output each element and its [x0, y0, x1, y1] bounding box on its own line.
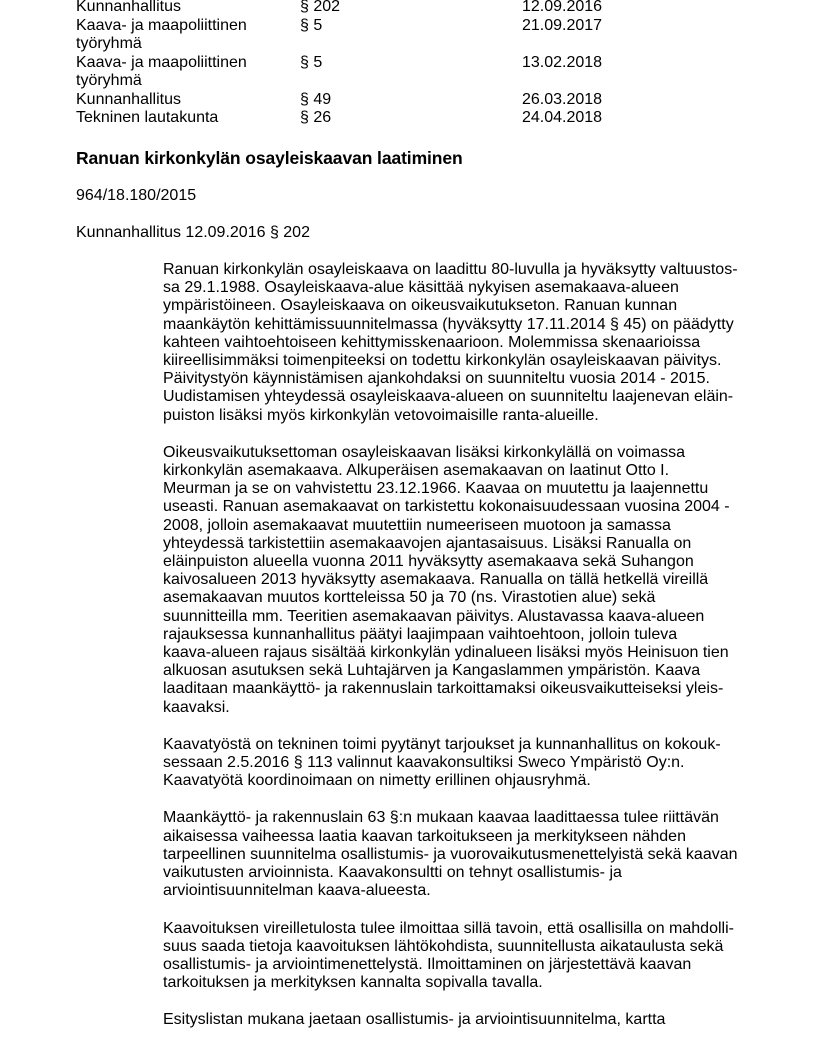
history-paragraph: § 5 [300, 16, 323, 34]
history-paragraph: § 26 [300, 109, 332, 126]
body-paragraph [163, 920, 753, 993]
body-line: Kaavatyöstä on tekninen toimi pyytänyt tarjoukset ja kunnanhallitus on kokouk- [163, 735, 721, 753]
body-line: osallistumis- ja arviointimenettelystä. Ilmoittaminen on järjestettävä kaavan [163, 955, 692, 973]
body-line: useasti. Ranuan asemakaavat on tarkistettu kokonaisuudessaan vuosina 2004 - [163, 498, 730, 516]
body-line: Maankäyttö- ja rakennuslain 63 §:n mukaan kaavaa laadittaessa tulee riittävän [163, 809, 719, 827]
body-line: rajauksessa kunnanhallitus päätyi laajimpaan vaihtoehtoon, jolloin tuleva [163, 625, 678, 643]
body-line: kaavaksi. [163, 698, 230, 716]
body-paragraph [163, 809, 753, 900]
history-date: 26.03.2018 [522, 90, 603, 108]
body-line: yhteydessä tarkistettiin asemakaavojen ajantasaisuus. Lisäksi Ranualla on [163, 534, 692, 552]
body-line: aikaisessa vaiheessa laatia kaavan tarkoitukseen ja merkitykseen nähden [163, 827, 686, 845]
body-line: laaditaan maankäyttö- ja rakennuslain tarkoittamaksi oikeusvaikutteiseksi yleis- [163, 680, 724, 698]
body-line: kaivosalueen 2013 hyväksytty asemakaava. Ranualla on tällä hetkellä vireillä [163, 571, 709, 589]
body-line: ympäristöineen. Osayleiskaava on oikeusvaikutukseton. Ranuan kunnan [163, 297, 678, 315]
history-date: 24.04.2018 [522, 109, 603, 126]
body-line: puiston lisäksi myös kirkonkylän vetovoimaisille ranta-alueille. [163, 406, 599, 424]
history-row [76, 91, 642, 110]
body-line: Esityslistan mukana jaetaan osallistumis- ja arviointisuunnitelma, kartta [163, 1011, 666, 1029]
body-line: Meurman ja se on vahvistettu 23.12.1966. Kaavaa on muutettu ja laajennettu [163, 480, 709, 498]
body-line: kiireellisimmäksi toimenpiteeksi on todettu kirkonkylän osayleiskaavan päivitys. [163, 352, 722, 370]
history-date: 12.09.2016 [522, 0, 603, 15]
body-paragraph [163, 736, 753, 791]
history-paragraph: § 202 [300, 0, 341, 15]
body-line: Uudistamisen yhteydessä osayleiskaava-alueen on suunniteltu laajenevan eläin- [163, 388, 734, 406]
history-row [76, 0, 642, 17]
body-line: tarkoituksen ja merkityksen kannalta sopivalla tavalla. [163, 974, 543, 992]
body-paragraph [163, 261, 753, 425]
document-body [163, 261, 753, 1049]
document-title: Ranuan kirkonkylän osayleiskaavan laatiminen [76, 148, 463, 168]
body-line: kirkonkylän asemakaava. Alkuperäisen asemakaavan on laatinut Otto I. [163, 462, 670, 480]
body-line: alkuosan asutuksen sekä Luhtajärven ja Kangaslammen ympäristön. Kaava [163, 662, 701, 680]
body-line: Kaavoituksen vireilletulosta tulee ilmoittaa sillä tavoin, että osallisilla on mahdolli- [163, 919, 734, 937]
history-row [76, 17, 642, 54]
body-line: suus saada tietoja kaavoituksen lähtökohdista, suunnitellusta aikataulusta sekä [163, 937, 724, 955]
diary-number: 964/18.180/2015 [76, 187, 197, 204]
history-org: Tekninen lautakunta [76, 109, 219, 126]
body-line: kahteen vaihtoehtoiseen kehittymisskenaarioon. Molemmissa skenaarioissa [163, 333, 701, 351]
history-org: Kaava- ja maapoliittinen työryhmä [76, 16, 247, 52]
history-date: 13.02.2018 [522, 53, 603, 71]
body-paragraph [163, 1011, 753, 1029]
body-line: Päivitystyön käynnistämisen ajankohdaksi on suunniteltu vuosia 2014 - 2015. [163, 370, 710, 388]
history-row [76, 109, 642, 128]
history-date: 21.09.2017 [522, 16, 603, 34]
body-line: sessaan 2.5.2016 § 113 valinnut kaavakonsultiksi Sweco Ympäristö Oy:n. [163, 754, 685, 772]
body-line: 2008, jolloin asemakaavat muutettiin numeeriseen muotoon ja samassa [163, 516, 671, 534]
body-line: Kaavatyötä koordinoimaan on nimetty erillinen ohjausryhmä. [163, 772, 591, 790]
meeting-reference: Kunnanhallitus 12.09.2016 § 202 [76, 224, 310, 241]
body-line: kaava-alueen rajaus sisältää kirkonkylän ydinalueen lisäksi myös Heinisuon tien [163, 644, 729, 662]
body-line: suunnitteilla mm. Teeritien asemakaavan päivitys. Alustavassa kaava-alueen [163, 607, 705, 625]
processing-history-table [76, 0, 642, 128]
history-org: Kaava- ja maapoliittinen työryhmä [76, 53, 247, 89]
body-paragraph [163, 444, 753, 717]
history-row [76, 54, 642, 91]
body-line: Oikeusvaikutuksettoman osayleiskaavan lisäksi kirkonkylällä on voimassa [163, 443, 686, 461]
body-line: asemakaavan muutos kortteleissa 50 ja 70 (ns. Virastotien alue) sekä [163, 589, 656, 607]
history-paragraph: § 49 [300, 90, 332, 108]
history-paragraph: § 5 [300, 53, 323, 71]
body-line: vaikutusten arvioinnista. Kaavakonsultti on tehnyt osallistumis- ja [163, 864, 622, 882]
history-org: Kunnanhallitus [76, 0, 181, 15]
history-org: Kunnanhallitus [76, 90, 181, 108]
body-line: arviointisuunnitelman kaava-alueesta. [163, 882, 431, 900]
body-line: sa 29.1.1988. Osayleiskaava-alue käsittää nykyisen asemakaava-alueen [163, 279, 679, 297]
body-line: Ranuan kirkonkylän osayleiskaava on laadittu 80-luvulla ja hyväksytty valtuustos- [163, 261, 738, 278]
body-line: eläinpuiston alueella vuonna 2011 hyväksytty asemakaava sekä Suhangon [163, 553, 694, 571]
body-line: maankäytön kehittämissuunnitelmassa (hyväksytty 17.11.2014 § 45) on päädytty [163, 315, 734, 333]
body-line: tarpeellinen suunnitelma osallistumis- ja vuorovaikutusmenettelyistä sekä kaavan [163, 845, 738, 863]
